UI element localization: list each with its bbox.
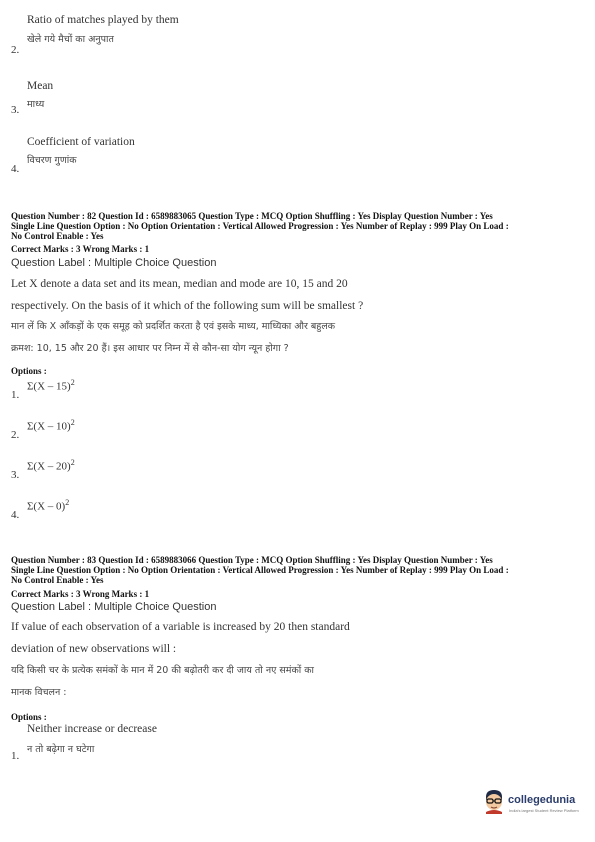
option-text-hi: न तो बढ़ेगा न घटेगा xyxy=(27,744,95,755)
option-text-hi: माध्य xyxy=(27,99,45,110)
options-label: Options : xyxy=(11,366,47,376)
question-meta-line: Question Number : 83 Question Id : 6589883066 Question Type : MCQ Option Shuffling : Yes Display Question Number : Yes xyxy=(11,555,493,565)
option-text-hi: खेले गये मैचों का अनुपात xyxy=(27,34,114,45)
question-text-hi: मान लें कि X आँकड़ों के एक समूह को प्रदर्शित करता है एवं इसके माध्य, माध्यिका और बहुलक xyxy=(11,321,336,332)
question-text-hi: यदि किसी चर के प्रत्येक समंकों के मान में 20 की बढ़ोतरी कर दी जाय तो नए समंकों का xyxy=(11,665,315,676)
question-meta-line: No Control Enable : Yes xyxy=(11,575,104,585)
option-number: 2. xyxy=(11,44,20,56)
option-expression: Σ(X – 10)$^2$ xyxy=(27,418,75,433)
question-text-hi: क्रमश: 10, 15 और 20 हैं। इस आधार पर निम्न में से कौन-सा योग न्यून होगा ? xyxy=(11,343,289,354)
options-label: Options : xyxy=(11,712,47,722)
question-text-en: respectively. On the basis of it which of the following sum will be smallest ? xyxy=(11,300,364,312)
option-number: 1. xyxy=(11,750,20,762)
option-expression: Σ(X – 0)$^2$ xyxy=(27,498,70,513)
question-marks: Correct Marks : 3 Wrong Marks : 1 xyxy=(11,244,150,254)
option-text-en: Mean xyxy=(27,80,54,92)
question-meta-line: Single Line Question Option : No Option Orientation : Vertical Allowed Progression : Yes Number of Replay : 999 Play On Load : xyxy=(11,221,509,231)
question-text-en: Let X denote a data set and its mean, median and mode are 10, 15 and 20 xyxy=(11,278,348,290)
question-meta-line: Single Line Question Option : No Option Orientation : Vertical Allowed Progression : Yes Number of Replay : 999 Play On Load : xyxy=(11,565,509,575)
question-marks: Correct Marks : 3 Wrong Marks : 1 xyxy=(11,589,150,599)
question-text-hi: मानक विचलन : xyxy=(11,687,67,698)
mascot-icon xyxy=(482,788,506,814)
option-number: 3. xyxy=(11,104,20,116)
option-text-en: Neither increase or decrease xyxy=(27,723,157,735)
option-number: 4. xyxy=(11,163,20,175)
option-number: 4. xyxy=(11,509,20,521)
question-text-en: deviation of new observations will : xyxy=(11,643,177,655)
option-text-hi: विचरण गुणांक xyxy=(27,155,77,166)
collegedunia-logo xyxy=(482,788,582,816)
option-text-en: Ratio of matches played by them xyxy=(27,14,179,26)
logo-wordmark: collegedunia xyxy=(508,794,576,806)
question-label: Question Label : Multiple Choice Question xyxy=(11,257,217,269)
option-expression: Σ(X – 20)$^2$ xyxy=(27,458,75,473)
logo-tagline: India's largest Student Review Platform xyxy=(509,808,579,813)
question-meta-line: Question Number : 82 Question Id : 6589883065 Question Type : MCQ Option Shuffling : Yes Display Question Number : Yes xyxy=(11,211,493,221)
option-text-en: Coefficient of variation xyxy=(27,136,135,148)
question-meta-line: No Control Enable : Yes xyxy=(11,231,104,241)
option-number: 3. xyxy=(11,469,20,481)
question-text-en: If value of each observation of a variable is increased by 20 then standard xyxy=(11,621,350,633)
option-number: 2. xyxy=(11,429,20,441)
option-expression: Σ(X – 15)$^2$ xyxy=(27,378,75,393)
question-label: Question Label : Multiple Choice Question xyxy=(11,601,217,613)
option-number: 1. xyxy=(11,389,20,401)
